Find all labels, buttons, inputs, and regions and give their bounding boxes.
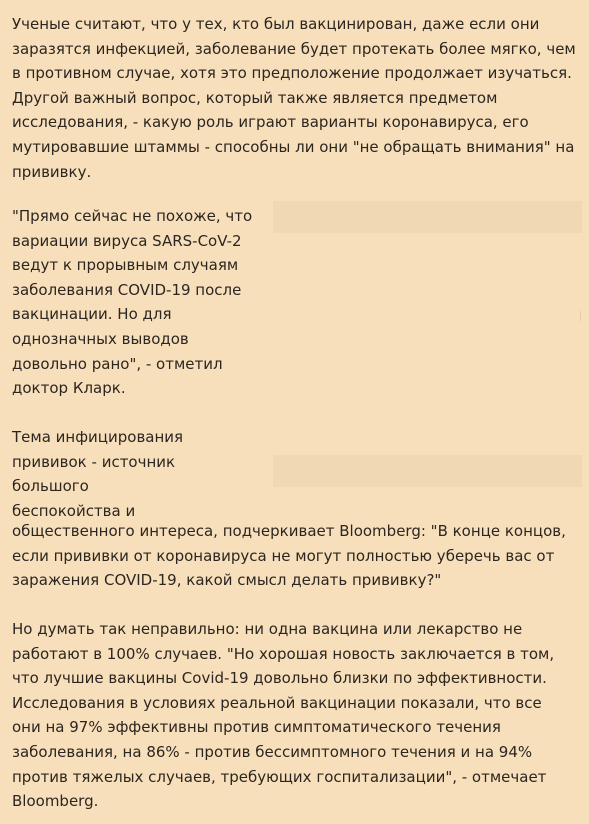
ad-placeholder-top	[273, 201, 582, 233]
article-paragraph-3-continuation: общественного интереса, подчеркивает Bloomberg: "В конце концов, если прививки от коронавируса не могут полностью уберечь вас от заражения COVID-19, какой смысл делать прививку?"	[12, 522, 566, 590]
article-paragraph-1: Ученые считают, что у тех, кто был вакцинирован, даже если они заразятся инфекцией, заболевание будет протекать более мягко, чем в противном случае, хотя это предположение продолжает изучаться. Другой важный вопрос, который также является предметом исследования, - какую роль играют варианты коронавируса, его мутировавшие штаммы - способны ли они "не обращать внимания" на прививку.	[12, 15, 576, 181]
article-quote-paragraph: "Прямо сейчас не похоже, что вариации вируса SARS-CoV-2 ведут к прорывным случаям заболевания COVID-19 после вакцинации. Но для однозначных выводов довольно рано", - отметил доктор Кларк.	[12, 207, 253, 398]
ad-edge-marker	[580, 311, 581, 321]
article-paragraph-4: Но думать так неправильно: ни одна вакцина или лекарство не работают в 100% случаев. "Но хорошая новость заключается в том, что лучшие вакцины Covid-19 довольно близки по эффективности. Исследования в условиях реальной вакцинации показали, что все они на 97% эффективны против симптоматического течения заболевания, на 86% - против бессимптомного течения и на 94% против тяжелых случаев, требующих госпитализации", - отмечает Bloomberg.	[12, 620, 555, 811]
ad-placeholder-bottom	[273, 455, 582, 487]
article-paragraph-3-start: Тема инфицирования прививок - источник большого беспокойства и	[12, 428, 184, 520]
